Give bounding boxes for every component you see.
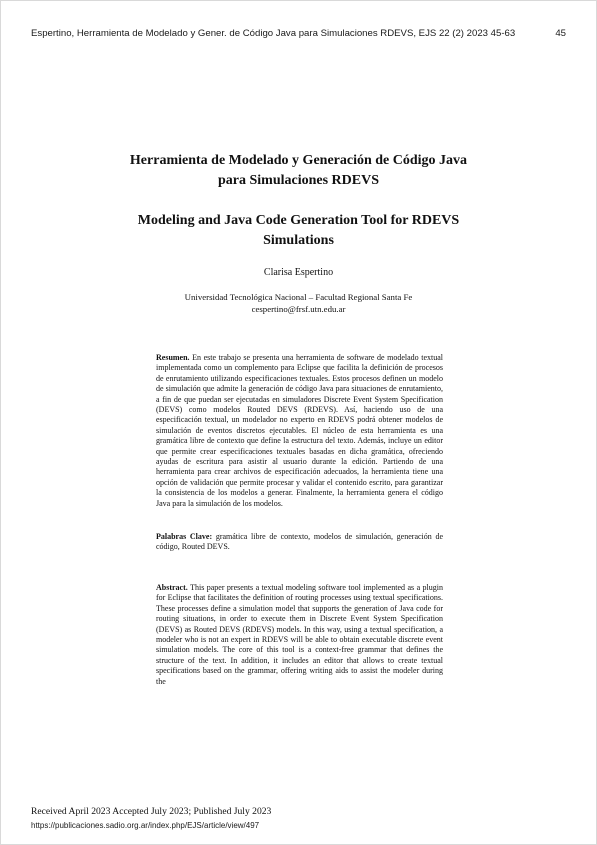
title-spanish (61, 151, 536, 191)
received-dates: Received April 2023 Accepted July 2023; Published July 2023 (31, 806, 272, 817)
keywords-label: Palabras Clave: (156, 532, 213, 541)
title-spanish-line-2: para Simulaciones RDEVS (217, 173, 380, 188)
running-title: Espertino, Herramienta de Modelado y Gener. de Código Java para Simulaciones RDEVS, EJS 22 (2) 2023 45-63 (31, 28, 516, 39)
resumen-paragraph (156, 353, 443, 509)
author-name: Clarisa Espertino (263, 267, 334, 278)
page-number: 45 (555, 28, 566, 39)
keywords-text: gramática libre de contexto, modelos de simulación, generación de código, Routed DEVS. (156, 532, 443, 552)
institution: Universidad Tecnológica Nacional – Facultad Regional Santa Fe (184, 292, 413, 302)
resumen-text: En este trabajo se presenta una herramienta de software de modelado textual implementada como un complemento para Eclipse que facilita la definición de procesos de enrutamiento utilizando especificaciones textuales. Estos procesos definen un modelo de simulación que admite la generación de código Java para situaciones de enrutamiento, a fin de que puedan ser ejecutadas en simuladores Discrete Event System Specification (DEVS) como modelos Routed DEVS (RDEVS). Así, haciendo uso de una especificación textual, un modelador no experto en RDEVS podrá obtener modelos de simulación de eventos discretos ejecutables. El núcleo de esta herramienta es una gramática libre de contexto que define la estructura del texto. Además, incluye un editor que permite crear especificaciones textuales basadas en dicha gramática, ofreciendo ayudas de escritura para asistir al usuario durante la edición. Partiendo de una herramienta para crear archivos de especificación adecuados, la herramienta tiene una opción de validación que permite procesar y validar el contenido escrito, para garantizar la consistencia de los modelos a generar. Finalmente, la herramienta genera el código Java para la simulación de los modelos. (156, 353, 444, 508)
title-spanish-line-1: Herramienta de Modelado y Generación de Código Java (129, 153, 468, 168)
author-affiliation (61, 291, 536, 315)
abstract-paragraph (156, 583, 443, 687)
abstract-text: This paper presents a textual modeling software tool implemented as a plugin for Eclipse that facilitates the definition of routing processes using textual specifications. These processes define a simulation model that supports the generation of Java code for routing situations, in order to execute them in Discrete Event System Specification (DEVS) as Routed DEVS (RDEVS) models. In this way, using a textual specification, a modeler who is not an expert in RDEVS will be able to obtain executable discrete event simulation models. The core of this tool is a context-free grammar that defines the structure of the text. In addition, it includes an editor that allows to create textual specifications based on the grammar, offering writing aids to assist the modeler during the (156, 583, 444, 686)
article-url: https://publicaciones.sadio.org.ar/index.php/EJS/article/view/497 (31, 821, 260, 830)
resumen-label: Resumen. (156, 353, 190, 362)
keywords-paragraph (156, 532, 443, 553)
abstract-label: Abstract. (156, 583, 188, 592)
title-english-line-1: Modeling and Java Code Generation Tool for RDEVS (137, 213, 460, 228)
title-english-line-2: Simulations (263, 233, 334, 248)
title-english (61, 211, 536, 251)
author-email: cespertino@frsf.utn.edu.ar (251, 304, 346, 314)
